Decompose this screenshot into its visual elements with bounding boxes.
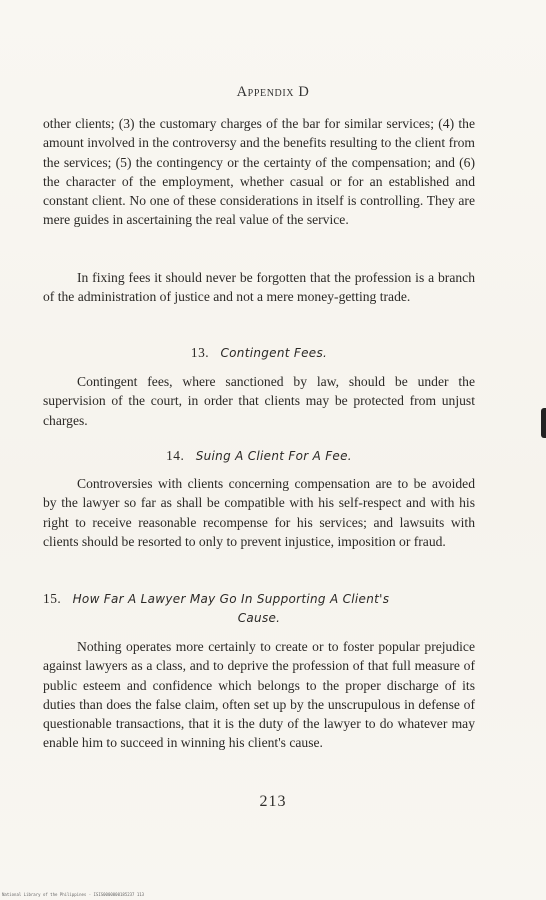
- library-stamp: National Library of the Philippines · ISIS0000000185237 113: [2, 892, 145, 897]
- section-title: Contingent Fees.: [220, 346, 328, 360]
- section-body-13: Contingent fees, where sanctioned by law, should be under the supervision of the court, in order that clients may be protected from unjust charges.: [43, 374, 475, 428]
- section-body-14: Controversies with clients concerning compensation are to be avoided by the lawyer so far as shall be compatible with his self-respect and with his right to receive reasonable recompense for his services; and lawsuits with clients should be resorted to only to prevent injustice, imposition or fraud.: [43, 476, 475, 549]
- section-heading-13: [43, 343, 475, 363]
- section-number: 15.: [43, 591, 62, 606]
- section-title: Suing A Client For A Fee.: [195, 449, 352, 463]
- section-heading-15: [43, 589, 475, 628]
- section-number: 13.: [190, 345, 210, 360]
- section-heading-14: [43, 446, 475, 466]
- page-number: 213: [259, 793, 287, 810]
- paragraph-continued: other clients; (3) the customary charges of the bar for similar services; (4) the amount involved in the controversy and the benefits resulting to the client from the services; (5) the contingency or the certainty of the compensation; and (6) the character of the employment, whether casual or for an established and constant client. No one of these considerations in itself is controlling. They are mere guides in ascertaining the real value of the service.: [43, 116, 475, 228]
- section-title-line-2: Cause.: [237, 611, 281, 625]
- section-title-line-1: How Far A Lawyer May Go In Supporting A Client's: [72, 592, 390, 606]
- binding-edge-mark: [541, 408, 546, 438]
- paragraph-fees: In fixing fees it should never be forgotten that the profession is a branch of the administration of justice and not a mere money-getting trade.: [43, 270, 475, 305]
- section-number: 14.: [166, 448, 185, 463]
- running-head: Appendix D: [236, 84, 310, 100]
- section-body-15: Nothing operates more certainly to create or to foster popular prejudice against lawyers as a class, and to deprive the profession of that full measure of public esteem and confidence which belongs to the proper discharge of its duties than does the false claim, often set up by the unscrupulous in defense of questionable transactions, that it is the duty of the lawyer to do whatever may enable him to succeed in winning his client's cause.: [43, 639, 475, 751]
